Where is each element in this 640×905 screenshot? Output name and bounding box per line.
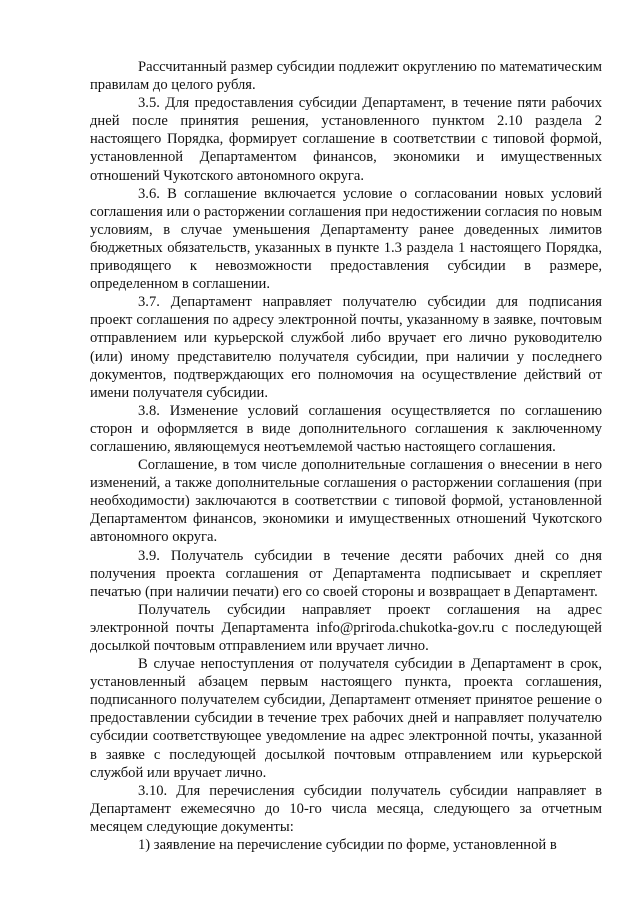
paragraph-non-receipt [90, 655, 602, 782]
paragraph-3-10 [90, 782, 602, 836]
paragraph-text: 3.7. Департамент направляет получателю субсидии для подписания проект соглашения по адресу электронной почты, указанному в заявке, почтовым отправлением или курьерской службой либо вручает его лично руководителю (или) иному представителю получателя субсидии, при наличии у последнего документов, подтверждающих его полномочия на осуществление действий от имени получателя субсидии. [90, 294, 602, 401]
paragraph-text: Соглашение, в том числе дополнительные соглашения о внесении в него изменений, а также дополнительные соглашения о расторжении соглашения (при необходимости) заключаются в соответствии с типовой формой, установленной Департаментом финансов, экономики и имущественных отношений Чукотского автономного округа. [90, 457, 602, 546]
paragraph-text: 3.5. Для предоставления субсидии Департамент, в течение пяти рабочих дней после принятия решения, установленного пунктом 2.10 раздела 2 настоящего Порядка, формирует соглашение в соответствии с типовой формой, установленной Департаментом финансов, экономики и имущественных отношений Чукотского автономного округа. [90, 95, 602, 184]
paragraph-text: 3.10. Для перечисления субсидии получатель субсидии направляет в Департамент ежемесячно до 10-го числа месяца, следующего за отчетным месяцем следующие документы: [90, 782, 602, 835]
paragraph-3-5 [90, 94, 602, 184]
paragraph-text: В случае непоступления от получателя субсидии в Департамент в срок, установленный абзацем первым настоящего пункта, проекта соглашения, подписанного получателем субсидии, Департамент отменяет принятое решение о предоставлении субсидии в течение трех рабочих дней и направляет получателю субсидии соответствующее уведомление на адрес электронной почты, указанной в заявке с последующей досылкой почтовым отправлением или курьерской службой или вручает лично. [90, 656, 602, 781]
paragraph-text: 3.8. Изменение условий соглашения осуществляется по соглашению сторон и оформляется в виде дополнительного соглашения к заключенному соглашению, являющемуся неотъемлемой частью настоящего соглашения. [90, 402, 602, 455]
paragraph-agreement-amendments [90, 456, 602, 546]
paragraph-text: Получатель субсидии направляет проект соглашения на адрес электронной почты Департамента info@priroda.chukotka-gov.ru с последующей досылкой почтовым отправлением или вручает лично. [90, 601, 602, 654]
paragraph-text: 1) заявление на перечисление субсидии по форме, установленной в [138, 837, 557, 854]
paragraph-text: 3.6. В соглашение включается условие о согласовании новых условий соглашения или о расторжении соглашения при недостижении согласия по новым условиям, в случае уменьшения Департаменту ранее доведенных лимитов бюджетных обязательств, указанных в пункте 1.3 раздела 1 настоящего Порядка, приводящего к невозможности предоставления субсидии в размере, определенном в соглашении. [90, 185, 602, 293]
paragraph-text: Рассчитанный размер субсидии подлежит округлению по математическим правилам до целого рубля. [90, 59, 602, 94]
paragraph-rounding [90, 58, 602, 94]
paragraph-text: 3.9. Получатель субсидии в течение десяти рабочих дней со дня получения проекта соглашения от Департамента подписывает и скрепляет печатью (при наличии печати) его со своей стороны и возвращает в Департамент. [90, 547, 602, 600]
paragraph-email-submission [90, 601, 602, 655]
paragraph-3-6 [90, 185, 602, 294]
paragraph-3-8 [90, 402, 602, 456]
document-body [90, 58, 602, 854]
paragraph-3-7 [90, 293, 602, 402]
paragraph-list-item-1 [90, 836, 602, 854]
paragraph-3-9 [90, 547, 602, 601]
